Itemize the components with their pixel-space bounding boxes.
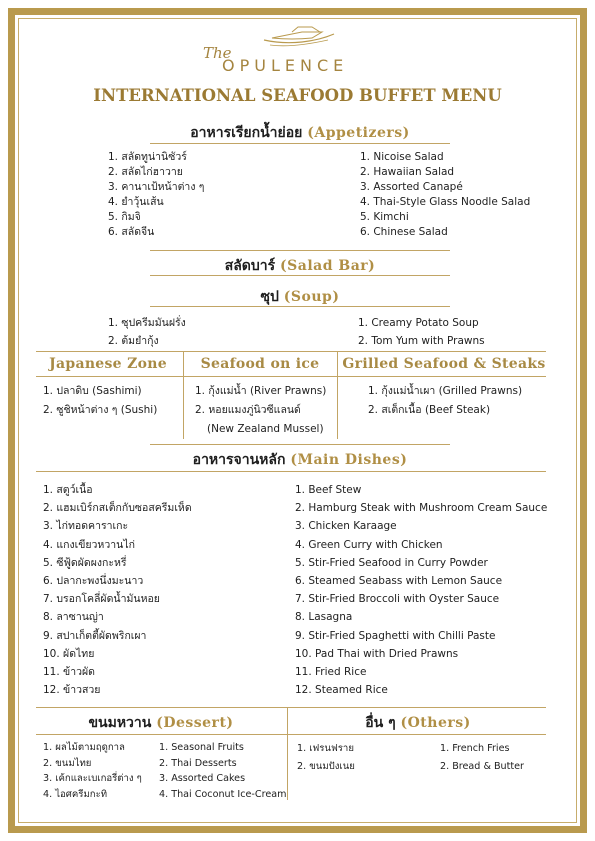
list-item: 8. ลาซานญ่า [43, 611, 104, 624]
list-item: 5. ซีฟู้ดผัดผงกะหรี่ [43, 556, 127, 569]
soup-title-th: ซุป [260, 289, 279, 305]
salad-bar-topline [150, 250, 450, 251]
list-item: 2. ต้มยำกุ้ง [108, 335, 159, 347]
list-item: 11. ข้าวผัด [43, 665, 95, 678]
list-item: 2. Tom Yum with Prawns [358, 335, 485, 347]
list-item: 1. ผลไม้ตามฤดูกาล [43, 742, 125, 753]
list-item: 3. คานาเป้หน้าต่าง ๆ [108, 181, 205, 193]
list-item: 3. เค้กและเบเกอรี่ต่าง ๆ [43, 773, 142, 784]
japanese-zone-title: Japanese Zone [49, 356, 167, 372]
list-item: 8. Lasagna [295, 611, 353, 624]
salad-bar-underline [150, 275, 450, 276]
list-item: 4. Green Curry with Chicken [295, 538, 443, 551]
menu-title: INTERNATIONAL SEAFOOD BUFFET MENU [93, 86, 502, 105]
list-item: 2. Hawaiian Salad [360, 166, 455, 178]
zones-divider-2 [337, 351, 338, 439]
list-item: 9. สปาเก็ตตี้ผัดพริกเผา [43, 629, 147, 642]
zones-topline [36, 351, 546, 352]
list-item: 2. ขนมปังเนย [297, 761, 355, 772]
list-item: 12. Steamed Rice [295, 684, 388, 697]
soup-title-en: (Soup) [283, 289, 340, 305]
list-item: 11. Fried Rice [295, 665, 367, 678]
list-item: 2. แฮมเบิร์กสเต็กกับซอสครีมเห็ด [43, 502, 192, 515]
main-th-list [43, 481, 192, 699]
main-title-en: (Main Dishes) [290, 452, 408, 468]
list-item: 2. สลัดไก่ฮาวาย [108, 166, 183, 178]
list-item: 2. ขนมไทย [43, 757, 92, 769]
list-item: 1. ปลาดิบ (Sashimi) [43, 385, 142, 397]
appetizers-title-th: อาหารเรียกน้ำย่อย [190, 125, 303, 141]
bottom-divider [287, 707, 288, 800]
others-title-en: (Others) [400, 715, 471, 731]
list-item: 1. สตูว์เนื้อ [43, 484, 93, 496]
soup-underline [150, 306, 450, 307]
others-title-th: อื่น ๆ [365, 715, 396, 731]
list-item: 1. Nicoise Salad [360, 151, 444, 163]
list-item: 9. Stir-Fried Spaghetti with Chilli Paste [295, 629, 496, 642]
list-item: 3. Chicken Karaage [295, 520, 397, 533]
list-item: 2. สเต็กเนื้อ (Beef Steak) [368, 404, 491, 416]
main-title-th: อาหารจานหลัก [192, 452, 286, 468]
others-title [290, 712, 546, 734]
main-title [150, 449, 450, 471]
list-item: 10. Pad Thai with Dried Prawns [295, 647, 459, 660]
list-item: 5. Kimchi [360, 211, 409, 223]
appetizers-th-list [108, 150, 204, 240]
appetizers-en-list [360, 150, 530, 240]
soup-th-list [108, 314, 186, 350]
list-item: 7. Stir-Fried Broccoli with Oyster Sauce [295, 593, 500, 606]
list-item: 1. สลัดทูน่านิซัวร์ [108, 151, 187, 163]
zones-divider-1 [183, 351, 184, 439]
list-item: 1. Beef Stew [295, 484, 362, 496]
list-item: 10. ผัดไทย [43, 647, 95, 660]
dessert-title [36, 712, 286, 734]
salad-bar-title [150, 255, 450, 277]
grilled-list [368, 382, 522, 420]
list-item: 6. สลัดจีน [108, 226, 155, 238]
others-en-list [440, 740, 524, 776]
dessert-title-th: ขนมหวาน [88, 715, 152, 731]
dessert-en-list [159, 740, 286, 802]
list-item: 6. Steamed Seabass with Lemon Sauce [295, 574, 503, 587]
list-item: 3. Assorted Canapé [360, 181, 463, 193]
dessert-title-en: (Dessert) [156, 715, 234, 731]
others-th-list [297, 740, 355, 776]
list-item: 6. Chinese Salad [360, 226, 448, 238]
list-item: 3. Assorted Cakes [159, 773, 246, 784]
soup-title [150, 286, 450, 308]
list-item: 4. แกงเขียวหวานไก่ [43, 538, 135, 551]
salad-bar-title-en: (Salad Bar) [280, 258, 376, 274]
list-item: 1. ซุปครีมมันฝรั่ง [108, 317, 186, 329]
appetizers-title [150, 122, 450, 144]
list-item: 4. ไอศครีมกะทิ [43, 788, 108, 800]
list-item: 5. Stir-Fried Seafood in Curry Powder [295, 556, 488, 569]
brand-name: OPULENCE [222, 56, 349, 75]
japanese-list [43, 382, 157, 420]
list-item: 4. Thai-Style Glass Noodle Salad [360, 196, 531, 208]
list-item: 2. Bread & Butter [440, 761, 525, 772]
list-item: 2. หอยแมงภู่นิวซีแลนด์ [195, 404, 301, 416]
zones-underline [36, 376, 546, 377]
grilled-title: Grilled Seafood & Steaks [342, 356, 546, 372]
appetizers-underline [150, 143, 450, 144]
list-item: 3. ไก่ทอดคาราเกะ [43, 520, 129, 533]
seafood-ice-title: Seafood on ice [200, 356, 320, 372]
list-item: 12. ข้าวสวย [43, 684, 101, 697]
list-item: (New Zealand Mussel) [207, 423, 324, 435]
yacht-icon [262, 26, 336, 48]
list-item: 5. กิมจิ [108, 211, 141, 223]
list-item: 4. ยำวุ้นเส้น [108, 196, 164, 208]
main-en-list [295, 481, 547, 699]
appetizers-title-en: (Appetizers) [307, 125, 410, 141]
brand-the: The [203, 44, 232, 62]
seafood-ice-list [195, 382, 326, 439]
list-item: 2. Thai Desserts [159, 757, 237, 769]
list-item: 4. Thai Coconut Ice-Cream [159, 788, 287, 800]
bottom-topline [36, 707, 546, 708]
list-item: 2. ซูชิหน้าต่าง ๆ (Sushi) [43, 404, 158, 416]
list-item: 1. Creamy Potato Soup [358, 317, 479, 329]
salad-bar-title-th: สลัดบาร์ [224, 258, 276, 274]
bottom-underline [36, 734, 546, 735]
main-underline [36, 471, 546, 472]
soup-en-list [358, 314, 485, 350]
list-item: 1. เฟรนฟราย [297, 743, 354, 754]
list-item: 2. Hamburg Steak with Mushroom Cream Sauce [295, 502, 548, 515]
list-item: 7. บรอกโคลี่ผัดน้ำมันหอย [43, 593, 160, 606]
list-item: 1. กุ้งแม่น้ำเผา (Grilled Prawns) [368, 385, 523, 397]
list-item: 6. ปลากะพงนึ่งมะนาว [43, 574, 144, 587]
dessert-th-list [43, 740, 142, 802]
main-topline [150, 444, 450, 445]
list-item: 1. กุ้งแม่น้ำ (River Prawns) [195, 385, 327, 397]
list-item: 1. Seasonal Fruits [159, 742, 244, 753]
list-item: 1. French Fries [440, 743, 510, 754]
